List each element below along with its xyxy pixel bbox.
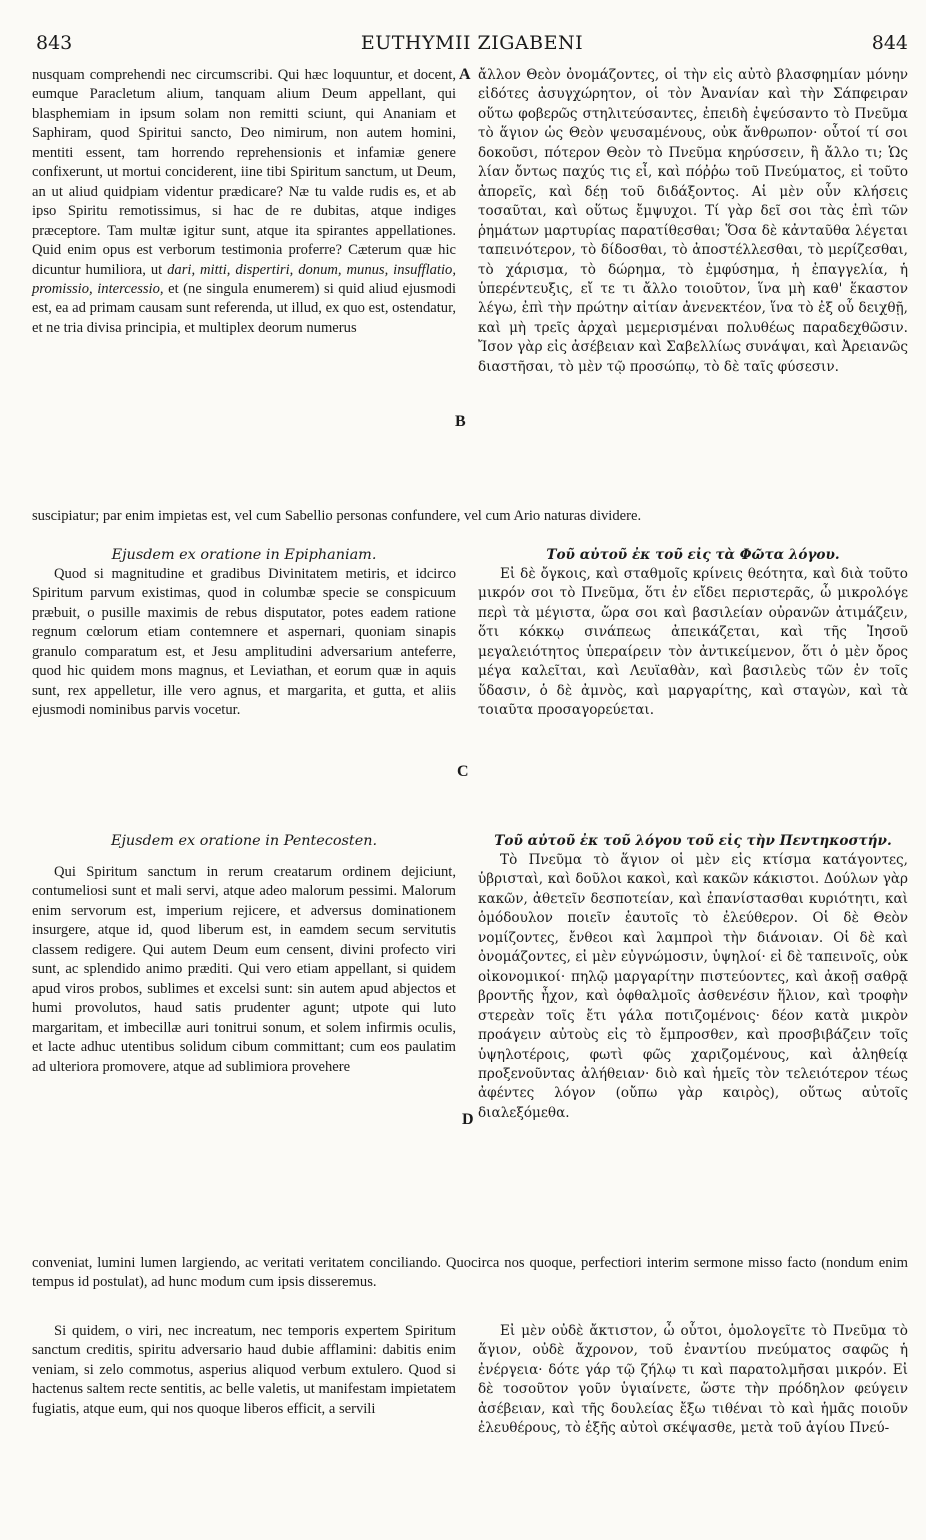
full-width-line-1	[32, 507, 908, 526]
greek-column-section-3	[478, 832, 908, 1123]
latin-caption-epiphany: Ejusdem ex oratione in Epiphaniam.	[111, 547, 377, 563]
latin-column-section-1	[32, 66, 456, 338]
latin-column-section-3	[32, 832, 456, 1077]
page-header	[32, 32, 912, 58]
margin-marker-a: A	[459, 66, 471, 83]
greek-column-section-1	[478, 66, 908, 377]
margin-marker-c: C	[457, 763, 469, 780]
latin-paragraph-1: nusquam comprehendi nec circumscribi. Qui hæc loquuntur, et docent, eumque Paracletum alium, tanquam alium Deum appellant, qui blasphemiam in ipsum solam non remitti sciunt, qui Ananiam et Saphiram, quod Spiritui sancto, Deo nimirum, non autem homini, mentiti essent, tam horrendo reprehensionis et infamiæ genere confixerunt, ut mortui conciderent, iine tibi Spiritum sanctum, ut Deum, an ut aliud quidpiam videntur prædicare? Næ tu valde rudis es, et ab ipso Spiritu remotissimus, si hac de re dubitas, atque indiges præceptore. Tam multæ igitur sunt, atque ita spirantes appellationes. Quid enim opus est verborum testimonia proferre? Cæterum quæ hic dicuntur humiliora, ut dari, mitti, dispertiri, donum, munus, insufflatio, promissio, intercessio, et (ne singula enumerem) si quid aliud ejusmodi est, ea ad primam causam sunt referenda, ut illud, ex quo est, ostendatur, et ne tria divisa principia, et multiplex deorum numerus	[32, 67, 456, 336]
latin-column-section-4	[32, 1322, 456, 1419]
running-title: EUTHYMII ZIGABENI	[360, 32, 584, 54]
margin-marker-d: D	[462, 1111, 474, 1128]
full-width-text-2: conveniat, lumini lumen largiendo, ac veritati veritatem conciliando. Quocirca nos quoque, perfectiori interim sermone misso facto (nondum enim tempus id postulat), ad hunc modum cum ipsis disseremus.	[32, 1255, 908, 1291]
greek-column-section-4	[478, 1322, 908, 1439]
margin-marker-b: B	[455, 413, 466, 430]
page-number-left: 843	[36, 32, 73, 54]
greek-caption-phota: Τοῦ αὐτοῦ ἐκ τοῦ εἰς τὰ Φῶτα λόγου.	[546, 547, 840, 563]
greek-paragraph-3: Τὸ Πνεῦμα τὸ ἅγιον οἱ μὲν εἰς κτίσμα κατάγοντες, ὑβρισταὶ, καὶ δοῦλοι κακοὶ, καὶ κακῶν κάκιστοι. Δούλων γὰρ κακῶν, ἀθετεῖν δεσποτείαν, καὶ ἐπανίστασθαι κυριότητι, καὶ ὁμόδουλον ποιεῖν ἑαυτοῖς τὸ ἐλεύθερον. Οἱ δὲ Θεὸν νομίζοντες, ἔνθεοι καὶ λαμπροὶ τὴν διάνοιαν. Οἱ δὲ καὶ ὀνομάζοντες, εἰ μὲν εὐγνώμοσιν, ὑψηλοί· εἰ δὲ ταπεινοῖς, οὐκ οἰκονομικοί· πηλῷ μαργαρίτην πιστεύοντες, καὶ ἀκοῇ σαθρᾷ βροντῆς ἦχον, καὶ ὀφθαλμοῖς ἀσθενέσιν ἥλιον, καὶ τροφὴν στερεὰν τοῖς ἔτι γάλα ποτιζομένοις· δέον κατὰ μικρὸν προάγειν αὐτοὺς εἰς τὸ ἔμπροσθεν, καὶ προσβιβάζειν τοῖς ὑψηλοτέροις, φωτὶ φῶς χαριζομένους, καὶ ἀληθείᾳ προξενοῦντας ἀλήθειαν· διὸ καὶ ἡμεῖς τὸν τελειότερον τέως ἀφέντες λόγον (οὔπω γὰρ καιρὸς), οὕτως αὐτοῖς διαλεξόμεθα.	[478, 852, 908, 1121]
greek-paragraph-1: ἄλλον Θεὸν ὀνομάζοντες, οἱ τὴν εἰς αὐτὸ βλασφημίαν μόνην εἰδότες ἀσυγχώρητον, οἱ τὸν Ἀνανίαν καὶ τὴν Σάπφειραν οὕτω φοβερῶς στηλιτεύσαντες, ἐπειδὴ ἐψεύσαντο τὸ Πνεῦμα τὸ ἅγιον ὡς Θεὸν ψευσαμένους, οὐκ ἄνθρωπον· οὗτοί τί σοι δοκοῦσι, πότερον Θεὸν τὸ Πνεῦμα κηρύσσειν, ἢ ἄλλο τι; Ὡς λίαν ὄντως παχύς τις εἶ, καὶ πόῤῥω τοῦ Πνεύματος, εἰ τοῦτο ἀπορεῖς, καὶ δέῃ τοῦ διδάξοντος. Αἱ μὲν οὖν κλήσεις τοσαῦται, καὶ οὕτως ἔμψυχοι. Τί γὰρ δεῖ σοι τὰς ἐπὶ τῶν ῥημάτων μαρτυρίας παρατίθεσθαι; Ὅσα δὲ κἀνταῦθα λέγεται ταπεινότερον, τὸ δίδοσθαι, τὸ ἀποστέλλεσθαι, τὸ μερίζεσθαι, τὸ χάρισμα, τὸ δώρημα, τὸ ἐμφύσημα, ἡ ἐπαγγελία, ἡ ὑπερέντευξις, εἴ τε τι ἄλλο τοιοῦτον, ἵνα μὴ καθ' ἕκαστον λέγω, ἐπὶ τὴν πρώτην αἰτίαν ἀνενεκτέον, ἵνα τὸ ἐξ οὗ δειχθῇ, καὶ μὴ τρεῖς ἀρχαὶ μεμερισμέναι πολυθέως παραδεχθῶσιν. Ἴσον γὰρ εἰς ἀσέβειαν καὶ Σαβελλίως συνάψαι, καὶ Ἀρειανῶς διαστῆσαι, τὸ μὲν τῷ προσώπῳ, τὸ δὲ ταῖς φύσεσιν.	[478, 67, 908, 375]
full-width-line-2	[32, 1254, 908, 1293]
greek-column-section-2	[478, 546, 908, 721]
latin-paragraph-2: Quod si magnitudine et gradibus Divinitatem metiris, et idcirco Spiritum parvum existimas, quod in columbæ specie se conspicuum præbuit, o pusille maximis de rebus disputator, potes eadem ratione regnum cœlorum etiam contemnere et aspernari, quoniam sinapis granulo comparatum est, et Jesu amplitudini adversarium anteferre, quod hic quidem mons magnus, et Leviathan, et eorum quæ in aquis sunt, rex appelletur, ille vero agnus, et margarita, et gutta, et aliis ejusmodi nominibus parvis vocetur.	[32, 566, 456, 719]
latin-paragraph-3: Qui Spiritum sanctum in rerum creatarum ordinem dejiciunt, contumeliosi sunt et mali servi, atque adeo malorum pessimi. Malorum enim servorum est, imperium rejicere, et adversus dominationem insurgere, atque id, quod liberum est, in eamdem secum servitutis classem redigere. Qui autem Deum eum censent, divini profecto viri sunt, ac splendido animo præditi. Qui vero etiam appellant, si quidem apud viros probos, sublimes et excelsi sunt: sin autem apud abjectos et humi provolutos, haud satis prudenter agunt; utpote qui luto margaritam, et imbecillæ auri tonitrui sonum, et solem infirmis oculis, et lacte adhuc utentibus solidum cibum committant; cum eos paulatim ad ulteriora promovere, atque ad sublimiora provehere	[32, 864, 456, 1075]
latin-caption-pentecost: Ejusdem ex oratione in Pentecosten.	[110, 833, 378, 849]
greek-caption-pentecost: Τοῦ αὐτοῦ ἐκ τοῦ λόγου τοῦ εἰς τὴν Πεντηκοστήν.	[494, 833, 892, 849]
latin-column-section-2	[32, 546, 456, 721]
page-number-right: 844	[871, 32, 908, 54]
greek-paragraph-4: Εἰ μὲν οὐδὲ ἄκτιστον, ὦ οὗτοι, ὁμολογεῖτε τὸ Πνεῦμα τὸ ἅγιον, οὐδὲ ἄχρονον, τοῦ ἐναντίου πνεύματος σαφῶς ἡ ἐνέργεια· δότε γάρ τῷ ζήλῳ τι καὶ παρατολμῆσαι μικρόν. Εἰ δὲ τοσοῦτον γοῦν ὑγιαίνετε, ὥστε τὴν πρόδηλον φεύγειν ἀσέβειαν, καὶ τῆς δουλείας ἔξω τιθέναι τὸ καὶ ἡμᾶς ποιοῦν ἐλευθέρους, τὸ ἑξῆς αὐτοὶ σκέψασθε, μετὰ τοῦ ἁγίου Πνεύ-	[478, 1323, 908, 1437]
greek-paragraph-2: Εἰ δὲ ὄγκοις, καὶ σταθμοῖς κρίνεις θεότητα, καὶ διὰ τοῦτο μικρόν σοι τὸ Πνεῦμα, ὅτι ἐν εἴδει περιστερᾶς, ὦ μικρολόγε περὶ τὰ μέγιστα, ὥρα σοι καὶ βασιλείαν οὐρανῶν ἀτιμάζειν, ὅτι κόκκῳ σινάπεως ἀπεικάζεται, καὶ τῆς Ἰησοῦ μεγαλειότητος ὑπεραίρειν τὸν ἀντικείμενον, ὅτι ὁ μὲν ὄρος μέγα καλεῖται, καὶ Λευϊαθὰν, καὶ βασιλεὺς τῶν ἐν τοῖς ὕδασιν, ὁ δὲ ἀμνὸς, καὶ μαργαρίτης, καὶ σταγὼν, καὶ τὰ τοιαῦτα προσαγορεύεται.	[478, 566, 908, 719]
latin-paragraph-4: Si quidem, o viri, nec increatum, nec temporis expertem Spiritum sanctum creditis, spiritu adversario haud dubie afflamini: dabitis enim veniam, si zelo commotus, asperius aliquod verbum extulero. Quod si hactenus saltem recte sentitis, ac belle valetis, ut manifestam impietatem fugiatis, atque eum, qui nos quoque liberos efficit, a servili	[32, 1323, 456, 1417]
full-width-text-1: suscipiatur; par enim impietas est, vel cum Sabellio personas confundere, vel cum Ario naturas dividere.	[32, 508, 642, 524]
